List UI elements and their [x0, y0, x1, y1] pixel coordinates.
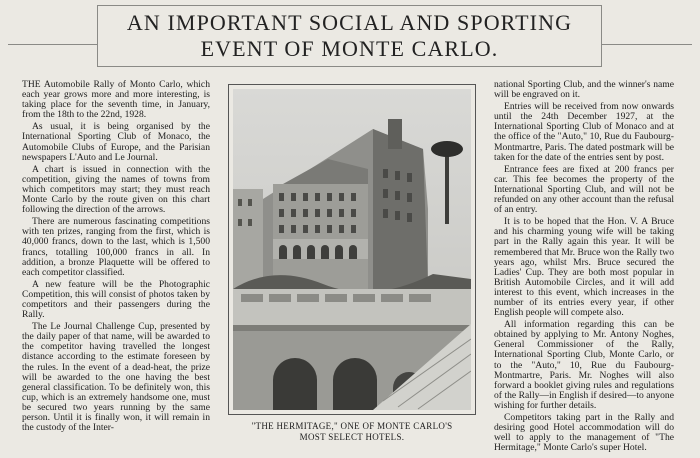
article-column-right — [494, 80, 674, 455]
photo-caption-line-2: MOST SELECT HOTELS. — [299, 432, 405, 442]
article-column-left — [22, 80, 210, 435]
title-rule-right — [602, 44, 692, 45]
paragraph-information: All information regarding this can be obtained by applying to Mr. Antony Noghes, General Commissioner of the Rally, International Sporting Club, Monte Carlo, or to the "Auto," 10, Rue du Faubourg-Montmartre, Paris. Mr. Noghes will also forward a booklet giving rules and regulations of the Rally—in English if desired—to anyone wishing for further details. — [494, 319, 674, 411]
hermitage-hotel-photo — [233, 89, 471, 410]
paragraph-photo-competition: A new feature will be the Photographic Competition, this will consist of photos taken by competitors and their passengers during the Rally. — [22, 278, 210, 321]
paragraph-prizes: There are numerous fascinating competitions with ten prizes, ranging from the first, which is 40,000 francs, down to the last, which is 1,500 francs, totalling 100,000 francs in all. In addition, a bronze Plaquette will be offered to each competitor classified. — [22, 216, 210, 278]
paragraph-entrance-fees: Entrance fees are fixed at 200 francs per car. This fee becomes the property of the International Sporting Club, and will not be refunded on any other account than the refusal of an entry. — [494, 163, 674, 216]
photo-caption-line-1: "THE HERMITAGE," ONE OF MONTE CARLO'S — [251, 421, 453, 431]
headline-line-2: EVENT OF MONTE CARLO. — [200, 36, 499, 61]
headline-line-1: AN IMPORTANT SOCIAL AND SPORTING — [126, 10, 573, 35]
paragraph-chart: A chart is issued in connection with the competition, giving the names of towns from which competitors may start; they must reach Monte Carlo by the route given on this chart following the direction of the arrows. — [22, 163, 210, 216]
paragraph-entries: Entries will be received from now onwards until the 24th December 1927, at the International Sporting Club of Monaco and at the office of the "Auto," 10, Rue du Faubourg-Montmartre, Paris. The dated postmark will be taken for the date of the entries sent by post. — [494, 101, 674, 163]
headline-box — [97, 5, 602, 67]
title-rule-left — [8, 44, 97, 45]
paragraph-bruce: It is to be hoped that the Hon. V. A Bruce and his charming young wife will be taking part in the Rally again this year. It will be remembered that Mr. Bruce won the Rally two years ago, whilst Mrs. Bruce secured the Ladies' Cup. They are both most popular in British Automobile Circles, and it will add interest to this event, which increases in the number of its entries every year, if other English people will compete also. — [494, 216, 674, 319]
paragraph-hotel: Competitors taking part in the Rally and desiring good Hotel accommodation will do well to apply to the management of "The Hermitage," Monte Carlo's super Hotel. — [494, 412, 674, 454]
paragraph-challenge-cup: The Le Journal Challenge Cup, presented by the daily paper of that name, will be awarded to the competitor having travelled the longest distance according to the estimate foreseen by the rules. In the event of a dead-heat, the prize will be awarded to the one having the best general classification. To be definitely won, this cup, which is an extremely handsome one, must be secured two years running by the same person. Until it is finally won, it will remain in the custody of the Inter- — [22, 321, 210, 434]
photo-caption — [224, 421, 480, 443]
hotel-photo-frame — [228, 84, 476, 415]
paragraph-organisers: As usual, it is being organised by the International Sporting Club of Monaco, the Automobile Clubs of Europe, and the Parisian newspapers L'Auto and Le Journal. — [22, 121, 210, 163]
paragraph-cup-custody: national Sporting Club, and the winner's name will be engraved on it. — [494, 79, 674, 101]
paragraph-intro: THE Automobile Rally of Monto Carlo, which each year grows more and more interesting, is taking place for the seventh time, in January, from the 18th to the 22nd, 1928. — [22, 79, 210, 121]
